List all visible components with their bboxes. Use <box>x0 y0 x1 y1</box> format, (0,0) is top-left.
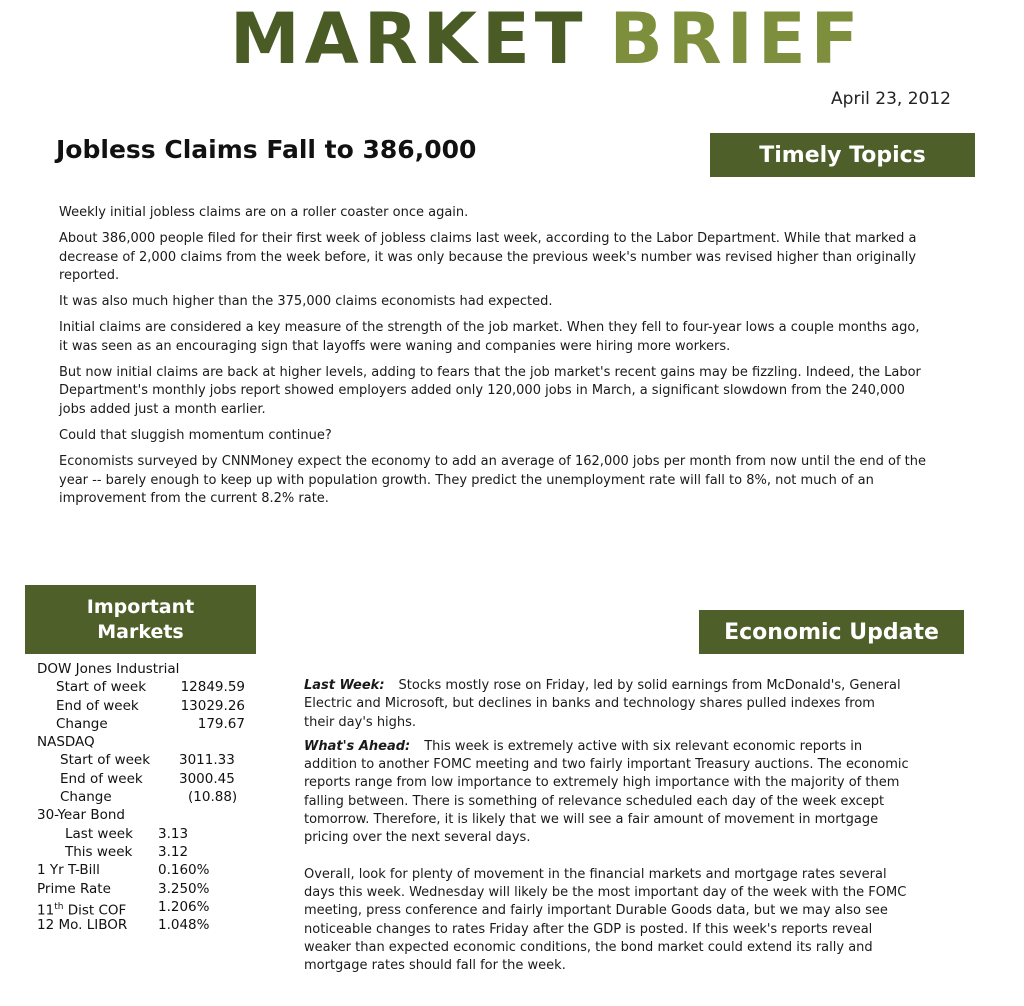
issue-date: April 23, 2012 <box>831 89 951 109</box>
whats-ahead-text: This week is extremely active with six relevant economic reports in addition to another FOMC meeting and two fairly important Treasury auctions. The economic reports range from low importance to extremely high importance with the majority of them falling between. There is something of relevance scheduled each day of the week except tomorrow. Therefore, it is likely that we will see a fair amount of movement in mortgage pricing over the next several days. <box>304 738 909 846</box>
prime-rate-label: Prime Rate <box>37 880 111 897</box>
last-week-paragraph <box>304 677 909 732</box>
market-row <box>37 806 262 824</box>
last-week-text: Stocks mostly rose on Friday, led by solid earnings from McDonald's, General Electric and Microsoft, but declines in banks and technology shares pulled indexes from their day's highs. <box>304 678 901 730</box>
overall-paragraph: Overall, look for plenty of movement in the financial markets and mortgage rates several days this week. Wednesday will likely be the most important day of the week with the FOMC meeting, press conference and fairly important Durable Goods data, but we may also see noticeable changes to rates Friday after the GDP is posted. If this week's reports reveal weaker than expected economic conditions, the bond market could extend its rally and mortgage rates should fall for the week. <box>304 866 907 974</box>
dow-change-label: Change <box>56 715 108 732</box>
economic-update-box: Economic Update <box>699 610 964 654</box>
important-markets-box <box>25 585 256 654</box>
nasdaq-end-label: End of week <box>60 770 143 787</box>
market-row <box>37 660 262 678</box>
article-headline: Jobless Claims Fall to 386,000 <box>56 135 477 164</box>
bond-this-value: 3.12 <box>158 843 189 860</box>
market-row <box>37 697 262 715</box>
dow-change-value: 179.67 <box>197 715 245 732</box>
timely-topics-box: Timely Topics <box>710 133 975 177</box>
markets-table <box>37 660 262 934</box>
economic-update-body <box>304 677 909 981</box>
article-paragraph: About 386,000 people filed for their first week of jobless claims last week, according to the Labor Department. While that marked a decrease of 2,000 claims from the week before, it was only because the previous week's number was revised higher than originally reported. <box>59 231 917 283</box>
nasdaq-title: NASDAQ <box>37 734 95 751</box>
nasdaq-start-value: 3011.33 <box>179 752 235 769</box>
important-markets-title-line2: Markets <box>97 620 184 643</box>
article-body <box>59 204 929 516</box>
masthead <box>230 0 864 80</box>
article-paragraph: Could that sluggish momentum continue? <box>59 427 332 443</box>
libor-value: 1.048% <box>158 917 210 934</box>
market-row <box>37 861 262 879</box>
bond-last-label: Last week <box>65 825 133 842</box>
market-row <box>37 880 262 898</box>
important-markets-title-line1: Important <box>86 595 195 618</box>
market-row <box>37 788 262 806</box>
dow-start-label: Start of week <box>56 679 147 696</box>
market-row <box>37 916 262 934</box>
prime-rate-value: 3.250% <box>158 880 210 897</box>
nasdaq-end-value: 3000.45 <box>179 770 235 787</box>
nasdaq-start-label: Start of week <box>60 752 151 769</box>
cof-label: 11th Dist COF <box>37 901 127 919</box>
last-week-lead: Last Week: <box>304 678 385 693</box>
whats-ahead-paragraph <box>304 738 909 848</box>
market-row <box>37 770 262 788</box>
article-paragraph: Economists surveyed by CNNMoney expect the economy to add an average of 162,000 jobs per month from now until the end of the year -- barely enough to keep up with population growth. They predict the unemployment rate will fall to 8%, not much of an improvement from the current 8.2% rate. <box>59 454 927 506</box>
bond-title: 30-Year Bond <box>37 807 125 824</box>
market-row <box>37 733 262 751</box>
market-row <box>37 678 262 696</box>
libor-label: 12 Mo. LIBOR <box>37 917 128 934</box>
cof-value: 1.206% <box>158 898 210 915</box>
market-row <box>37 898 262 919</box>
article-paragraph: Initial claims are considered a key measure of the strength of the job market. When they fell to four-year lows a couple months ago, it was seen as an encouraging sign that layoffs were waning and companies were hiring more workers. <box>59 320 920 354</box>
dow-end-value: 13029.26 <box>180 697 245 714</box>
bond-this-label: This week <box>65 843 133 860</box>
dow-title: DOW Jones Industrial <box>37 661 180 677</box>
dow-start-value: 12849.59 <box>180 679 245 696</box>
tbill-label: 1 Yr T-Bill <box>37 862 100 879</box>
market-row <box>37 715 262 733</box>
masthead-word-market: MARKET <box>230 0 588 80</box>
nasdaq-change-value: (10.88) <box>188 789 238 806</box>
whats-ahead-lead: What's Ahead: <box>304 738 411 754</box>
dow-end-label: End of week <box>56 697 139 714</box>
tbill-value: 0.160% <box>158 862 210 879</box>
market-row <box>37 843 262 861</box>
masthead-word-brief: BRIEF <box>609 0 864 80</box>
article-paragraph: But now initial claims are back at higher levels, adding to fears that the job market's recent gains may be fizzling. Indeed, the Labor Department's monthly jobs report showed employers added only 120,000 jobs in March, a significant slowdown from the 240,000 jobs added just a month earlier. <box>59 365 921 417</box>
nasdaq-change-label: Change <box>60 789 112 806</box>
article-paragraph: It was also much higher than the 375,000 claims economists had expected. <box>59 294 553 310</box>
article-paragraph: Weekly initial jobless claims are on a roller coaster once again. <box>59 205 469 220</box>
bond-last-value: 3.13 <box>158 825 189 842</box>
market-row <box>37 825 262 843</box>
market-row <box>37 751 262 769</box>
